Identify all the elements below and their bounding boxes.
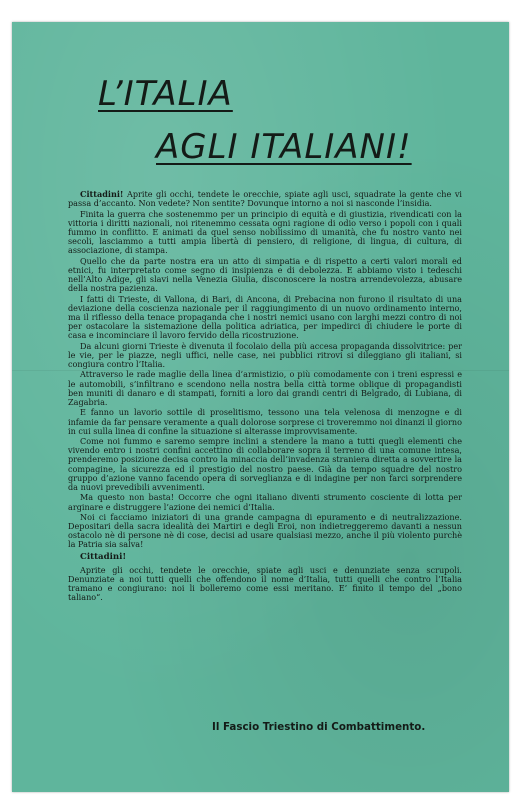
closing-paragraph: Aprite gli occhi, tendete le orecchie, spiate agli usci e denunziate senza scrupoli. Denunziate a noi tutti quelli che offendono il nome d’Italia, tutti quelli che contro l’Italia tramano e congiurano: noi li bolleremo come essi meritano. E’ finito il tempo del „bono taliano“. [68, 564, 462, 603]
paragraph-6: Attraverso le rade maglie della linea d’armistizio, o più comodamente con i treni espressi e le automobili, s’infiltrano e scendono nella nostra bella città torme oblique di propagandisti ben muniti di danaro e di stampati, forniti a loro dai grandi centri di Belgrado, di Lubiana, di Zagabria. [68, 369, 462, 407]
signature: Il Fascio Triestino di Combattimento. [212, 721, 426, 733]
second-address: Cittadini! [80, 551, 127, 562]
address-lead: Cittadini! [80, 189, 124, 199]
paragraph-7: E fanno un lavorio sottile di proselitismo, tessono una tela velenosa di menzogne e di infamie da far pensare veramente a quali dolorose sorprese ci troveremmo noi dinanzi il giorno in cui sulla linea di confine la situazione si alterasse improvvisamente. [68, 407, 462, 436]
title-line-1: L’ITALIA [98, 74, 233, 114]
paragraph-9: Ma questo non basta! Occorre che ogni italiano diventi strumento cosciente di lotta per arginare e distruggere l’azione dei nemici d’Italia. [68, 492, 462, 512]
paragraph-5: Da alcuni giorni Trieste è divenuta il focolaio della più accesa propaganda dissolvitrice: per le vie, per le piazze, negli uffici, nelle case, nei pubblici ritrovi si dileggiano gli italiani, si congiura contro l’Italia. [68, 340, 462, 369]
paragraph-8: Come noi fummo e saremo sempre inclini a stendere la mano a tutti quegli elementi che vivendo entro i nostri confini accettino di collaborare sopra il terreno di una comune intesa, prenderemo posizione decisa contro la minaccia dell’invadenza straniera diretta a sovvertire la compagine, la sicurezza ed il prestigio del nostro paese. Già da tempo squadre del nostro gruppo d’azione vanno facendo opera di sorveglianza e di indagine per non farci sorprendere da nuovi prevedibili avvenimenti. [68, 436, 462, 492]
title-line-2: AGLI ITALIANI! [156, 127, 412, 167]
manifesto-body [68, 190, 462, 604]
manifesto-sheet [12, 22, 509, 792]
paragraph-4: I fatti di Trieste, di Vallona, di Bari, di Ancona, di Prebacina non furono il risultato di una deviazione della coscienza nazionale per il raggiungimento di un nuovo ordinamento interno, ma il riflesso della tenace propaganda che i nostri nemici usano con larghi mezzi contro di noi per ostacolare la sistemazione della politica adriatica, per impedirci di chiudere le porte di casa e incominciare il lavoro fervido della ricostruzione. [68, 293, 462, 341]
paragraph-3: Quello che da parte nostra era un atto di simpatia e di rispetto a certi valori morali ed etnici, fu interpretato come segno di insipienza e di debolezza. E abbiamo visto i tedeschi nell’Alto Adige, gli slavi nella Venezia Giulia, disconoscere la nostra arrendevolezza, abusare della nostra pazienza. [68, 255, 462, 294]
paragraph-text: Aprite gli occhi, tendete le orecchie, spiate agli usci, squadrate la gente che vi passa d’accanto. Non vedete? Non sentite? Dovunque intorno a noi si nasconde l’insidia. [68, 189, 462, 209]
paragraph-1 [68, 190, 462, 208]
paragraph-2: Finita la guerra che sostenemmo per un principio di equità e di giustizia, rivendicati con la vittoria i diritti nazionali, noi ritenemmo cessata ogni ragione di odio verso i popoli con i quali fummo in conflitto. E animati da quel senso nobilissimo di umanità, che fu nostro vanto nei secoli, lasciammo a tutti ampia libertà di pensiero, di religione, di lingua, di cultura, di associazione, di stampa. [68, 208, 462, 256]
paragraph-10: Noi ci facciamo iniziatori di una grande campagna di epuramento e di neutralizzazione. Depositari della sacra idealità dei Martiri e degli Eroi, non indietreggeremo davanti a nessun ostacolo nè di persone nè di cose, decisi ad usare qualsiasi mezzo, anche il più violento purchè la Patria sia salva! [68, 511, 462, 550]
